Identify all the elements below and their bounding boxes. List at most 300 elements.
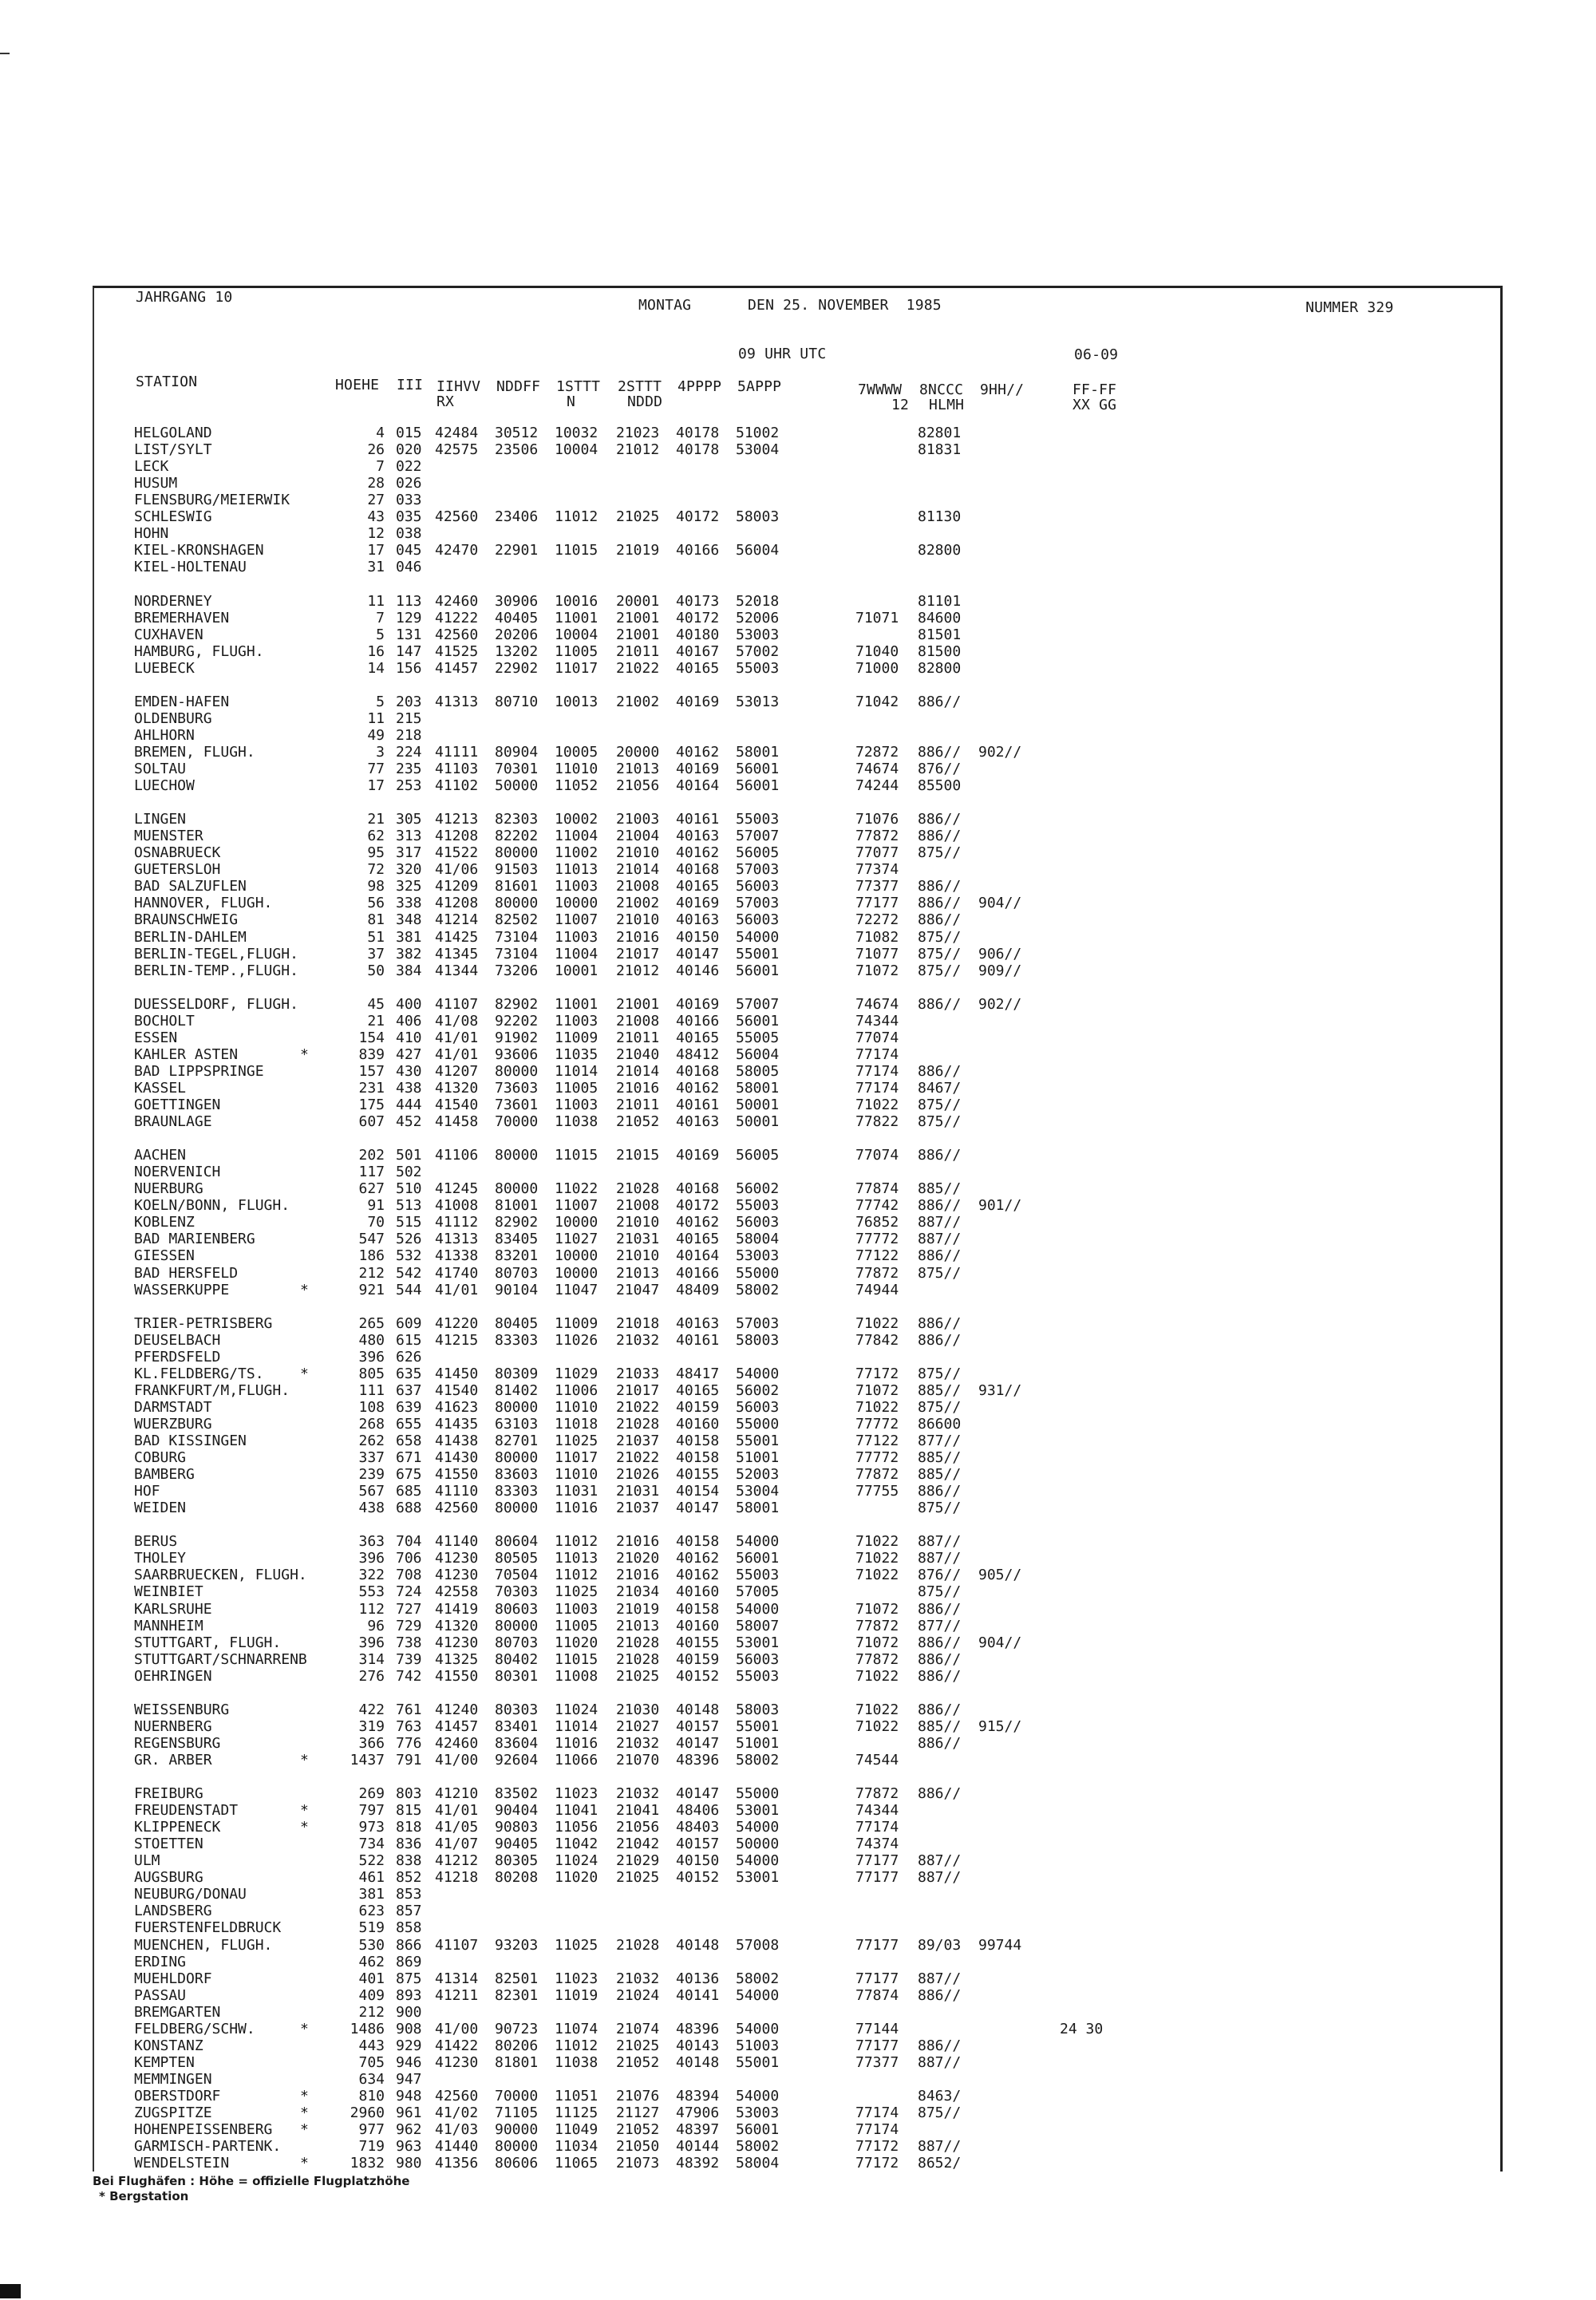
nddff-value: 22901 [495, 542, 539, 559]
table-row [0, 610, 1596, 626]
pppp4-value: 48396 [676, 2020, 720, 2037]
appp5-value: 56001 [736, 761, 780, 777]
nccc8-value: 875// [918, 1113, 962, 1131]
wwww7-value: 77874 [855, 1180, 899, 1198]
wwww7-value: 74674 [855, 761, 899, 777]
pppp4-value: 40148 [676, 1936, 720, 1954]
wwww7-value: 77742 [855, 1197, 899, 1215]
sttt1-value: 11015 [555, 1147, 598, 1164]
nccc8-value: 81831 [918, 441, 962, 459]
nddff-value: 80604 [495, 1533, 539, 1551]
iii-value: 320 [396, 861, 422, 879]
wwww7-value: 77177 [855, 1852, 899, 1870]
nccc8-value: 885// [918, 1466, 962, 1484]
iihvv-value: 41425 [435, 928, 479, 946]
appp5-value: 56003 [736, 911, 780, 929]
nccc8-value: 8467/ [918, 1079, 962, 1097]
nddff-value: 82701 [495, 1433, 539, 1449]
table-row [0, 946, 1596, 962]
station-name: BREMEN, FLUGH. [134, 743, 255, 761]
nddff-value: 82902 [495, 995, 539, 1013]
nddff-value: 80309 [495, 1365, 539, 1382]
pppp4-value: 40155 [676, 1466, 720, 1484]
hoehe-value: 4 [376, 425, 385, 441]
appp5-value: 54000 [736, 1852, 780, 1870]
nddff-value: 91503 [495, 861, 539, 879]
col-nddff: NDDFF [496, 378, 541, 395]
nddff-value: 90104 [495, 1281, 539, 1298]
table-row [0, 1113, 1596, 1130]
sttt2-value: 21008 [616, 1197, 660, 1215]
hoehe-value: 977 [358, 2121, 385, 2139]
table-row [0, 1382, 1596, 1399]
pppp4-value: 40178 [676, 425, 720, 441]
hoehe-value: 705 [358, 2053, 385, 2071]
nddff-value: 13202 [495, 642, 539, 660]
nddff-value: 83303 [495, 1331, 539, 1349]
sttt1-value: 11009 [555, 1029, 598, 1046]
sttt2-value: 21019 [616, 542, 660, 559]
table-row [0, 1349, 1596, 1365]
iii-value: 147 [396, 642, 422, 660]
time-range-label: 06-09 [1074, 346, 1119, 363]
iii-value: 253 [396, 777, 422, 795]
wwww7-value: 77872 [855, 828, 899, 845]
hoehe-value: 623 [358, 1903, 385, 1920]
station-name: ULM [134, 1852, 160, 1870]
nccc8-value: 875// [918, 2104, 962, 2121]
hoehe-value: 231 [358, 1079, 385, 1097]
appp5-value: 54000 [736, 1365, 780, 1382]
station-name: HOHENPEISSENBERG [134, 2121, 273, 2139]
appp5-value: 55003 [736, 1567, 780, 1584]
iihvv-value: 41110 [435, 1483, 479, 1500]
hoehe-value: 51 [367, 928, 385, 946]
sttt1-value: 10004 [555, 626, 598, 643]
jahrgang-label: JAHRGANG 10 [136, 289, 233, 306]
iii-value: 706 [396, 1550, 422, 1567]
appp5-value: 58001 [736, 1079, 780, 1097]
appp5-value: 58002 [736, 1281, 780, 1298]
wwww7-value: 77174 [855, 1079, 899, 1097]
sttt1-value: 11020 [555, 1634, 598, 1651]
table-row [0, 1063, 1596, 1080]
iii-value: 685 [396, 1483, 422, 1500]
sttt1-value: 11025 [555, 1433, 598, 1449]
sttt2-value: 21050 [616, 2138, 660, 2156]
table-row [0, 1668, 1596, 1685]
pppp4-value: 40169 [676, 995, 720, 1013]
pppp4-value: 40158 [676, 1433, 720, 1449]
ff-value: 24 30 [1060, 2020, 1104, 2037]
wwww7-value: 77842 [855, 1331, 899, 1349]
iii-value: 655 [396, 1415, 422, 1433]
appp5-value: 56001 [736, 1012, 780, 1029]
nccc8-value: 8463/ [918, 2087, 962, 2104]
iihvv-value: 41320 [435, 1079, 479, 1097]
station-name: SCHLESWIG [134, 508, 212, 526]
sttt1-value: 11017 [555, 1449, 598, 1467]
nddff-value: 90000 [495, 2121, 539, 2139]
station-name: LUEBECK [134, 659, 195, 677]
iii-value: 704 [396, 1533, 422, 1551]
table-row [0, 727, 1596, 744]
sttt1-value: 11016 [555, 1500, 598, 1517]
day-label: MONTAG [638, 297, 692, 314]
iihvv-value: 41430 [435, 1449, 479, 1467]
footnote-mountain: * Bergstation [99, 2189, 189, 2203]
table-row [0, 1718, 1596, 1735]
wwww7-value: 74544 [855, 1751, 899, 1768]
wwww7-value: 71042 [855, 693, 899, 710]
nddff-value: 82303 [495, 811, 539, 828]
hoehe-value: 96 [367, 1617, 385, 1634]
nddff-value: 80000 [495, 844, 539, 862]
sttt1-value: 11003 [555, 1012, 598, 1029]
hoehe-value: 49 [367, 726, 385, 744]
col-2sttt: 2STTT [618, 378, 662, 395]
nddff-value: 73104 [495, 928, 539, 946]
sttt1-value: 11023 [555, 1970, 598, 1987]
wwww7-value: 71022 [855, 1314, 899, 1332]
table-row [0, 1735, 1596, 1752]
nccc8-value: 886// [918, 1701, 962, 1718]
iii-value: 515 [396, 1214, 422, 1231]
appp5-value: 58002 [736, 2138, 780, 2156]
wwww7-value: 77377 [855, 878, 899, 895]
table-row [0, 626, 1596, 643]
appp5-value: 58003 [736, 1701, 780, 1718]
sttt2-value: 21011 [616, 1029, 660, 1046]
sttt1-value: 11031 [555, 1483, 598, 1500]
sttt2-value: 21025 [616, 508, 660, 526]
sttt1-value: 11012 [555, 508, 598, 526]
iii-value: 948 [396, 2087, 422, 2104]
col-8nccc: 8NCCC [919, 381, 964, 398]
wwww7-value: 77122 [855, 1247, 899, 1265]
iii-value: 946 [396, 2053, 422, 2071]
nddff-value: 70000 [495, 1113, 539, 1131]
iihvv-value: 41550 [435, 1667, 479, 1685]
nccc8-value: 82800 [918, 659, 962, 677]
pppp4-value: 48409 [676, 1281, 720, 1298]
sttt1-value: 10001 [555, 962, 598, 979]
station-name: LUECHOW [134, 777, 195, 795]
sttt2-value: 21028 [616, 1936, 660, 1954]
sttt1-value: 11026 [555, 1331, 598, 1349]
wwww7-value: 71000 [855, 659, 899, 677]
table-row [0, 1601, 1596, 1618]
sttt1-value: 11007 [555, 911, 598, 929]
hoehe-value: 70 [367, 1214, 385, 1231]
sttt2-value: 21001 [616, 626, 660, 643]
nccc8-value: 81501 [918, 626, 962, 643]
pppp4-value: 40160 [676, 1583, 720, 1601]
wwww7-value: 71022 [855, 1717, 899, 1735]
nccc8-value: 887// [918, 1852, 962, 1870]
iii-value: 406 [396, 1012, 422, 1029]
station-name: FUERSTENFELDBRUCK [134, 1919, 282, 1937]
sttt2-value: 21042 [616, 1836, 660, 1853]
wwww7-value: 71082 [855, 928, 899, 946]
sttt2-value: 21016 [616, 1079, 660, 1097]
hoehe-value: 21 [367, 1012, 385, 1029]
sttt2-value: 21008 [616, 1012, 660, 1029]
nddff-value: 90803 [495, 1819, 539, 1836]
iihvv-value: 41540 [435, 1381, 479, 1399]
iii-value: 381 [396, 928, 422, 946]
hoehe-value: 43 [367, 508, 385, 526]
pppp4-value: 48397 [676, 2121, 720, 2139]
table-row [0, 1046, 1596, 1063]
sttt2-value: 21056 [616, 777, 660, 795]
wwww7-value: 72272 [855, 911, 899, 929]
nccc8-value: 887// [918, 1214, 962, 1231]
wwww7-value: 72872 [855, 743, 899, 761]
nddff-value: 90405 [495, 1836, 539, 1853]
iihvv-value: 41623 [435, 1398, 479, 1416]
sttt2-value: 21013 [616, 1617, 660, 1634]
table-row [0, 1265, 1596, 1282]
appp5-value: 58003 [736, 1331, 780, 1349]
station-name: COBURG [134, 1449, 187, 1467]
sttt1-value: 10000 [555, 895, 598, 912]
sttt1-value: 11001 [555, 995, 598, 1013]
table-row [0, 2104, 1596, 2121]
sttt2-value: 21052 [616, 1113, 660, 1131]
iihvv-value: 42560 [435, 508, 479, 526]
iii-value: 129 [396, 609, 422, 626]
sttt2-value: 20000 [616, 743, 660, 761]
time-label: 09 UHR UTC [738, 346, 827, 362]
station-name: BRAUNLAGE [134, 1113, 212, 1131]
hoehe-value: 1832 [350, 2155, 385, 2172]
hoehe-value: 202 [358, 1147, 385, 1164]
nddff-value: 80301 [495, 1667, 539, 1685]
iihvv-value: 41218 [435, 1869, 479, 1887]
col-iihvv-sub: RX [437, 393, 455, 410]
station-name: MUEHLDORF [134, 1970, 212, 1987]
sttt1-value: 11017 [555, 659, 598, 677]
sttt1-value: 11004 [555, 828, 598, 845]
station-name: KONSTANZ [134, 2037, 203, 2054]
sttt2-value: 21028 [616, 1415, 660, 1433]
iii-value: 869 [396, 1953, 422, 1970]
wwww7-value: 77755 [855, 1483, 899, 1500]
hoehe-value: 3 [376, 743, 385, 761]
sttt1-value: 11027 [555, 1231, 598, 1248]
nccc8-value: 887// [918, 1970, 962, 1987]
mountain-marker: * [300, 1365, 309, 1382]
sttt2-value: 21001 [616, 995, 660, 1013]
nccc8-value: 875// [918, 1583, 962, 1601]
table-row [0, 1987, 1596, 2004]
iihvv-value: 41/00 [435, 1751, 479, 1768]
sttt2-value: 21023 [616, 425, 660, 441]
sttt2-value: 21022 [616, 1398, 660, 1416]
wwww7-value: 77772 [855, 1415, 899, 1433]
wwww7-value: 77872 [855, 1785, 899, 1803]
station-name: HAMBURG, FLUGH. [134, 642, 264, 660]
hoehe-value: 28 [367, 475, 385, 492]
sttt1-value: 11003 [555, 1097, 598, 1113]
iii-value: 382 [396, 945, 422, 962]
mountain-marker: * [300, 1751, 309, 1768]
station-name: HOF [134, 1483, 160, 1500]
hoehe-value: 480 [358, 1331, 385, 1349]
sttt2-value: 21017 [616, 1381, 660, 1399]
sttt2-value: 21026 [616, 1466, 660, 1484]
hoehe-value: 530 [358, 1936, 385, 1954]
pppp4-value: 40163 [676, 911, 720, 929]
hh9-value: 99744 [978, 1936, 1022, 1954]
table-row [0, 425, 1596, 441]
hoehe-value: 111 [358, 1381, 385, 1399]
appp5-value: 57003 [736, 895, 780, 912]
appp5-value: 53003 [736, 1247, 780, 1265]
sttt2-value: 21015 [616, 1147, 660, 1164]
iihvv-value: 41220 [435, 1314, 479, 1332]
nccc8-value: 81101 [918, 592, 962, 610]
col-9hh: 9HH// [980, 381, 1025, 398]
sttt2-value: 21033 [616, 1365, 660, 1382]
iii-value: 639 [396, 1398, 422, 1416]
hoehe-value: 117 [358, 1164, 385, 1181]
hh9-value: 904// [978, 1634, 1022, 1651]
iii-value: 708 [396, 1567, 422, 1584]
pppp4-value: 40163 [676, 828, 720, 845]
table-row [0, 643, 1596, 660]
station-name: BOCHOLT [134, 1012, 195, 1029]
pppp4-value: 40165 [676, 1381, 720, 1399]
nccc8-value: 886// [918, 1667, 962, 1685]
wwww7-value: 71022 [855, 1567, 899, 1584]
wwww7-value: 71022 [855, 1667, 899, 1685]
pppp4-value: 40165 [676, 878, 720, 895]
pppp4-value: 40178 [676, 441, 720, 459]
sttt2-value: 21002 [616, 693, 660, 710]
nccc8-value: 887// [918, 2053, 962, 2071]
iihvv-value: 41/03 [435, 2121, 479, 2139]
pppp4-value: 40165 [676, 1029, 720, 1046]
appp5-value: 54000 [736, 2020, 780, 2037]
wwww7-value: 71022 [855, 1097, 899, 1113]
wwww7-value: 74674 [855, 995, 899, 1013]
nddff-value: 81001 [495, 1197, 539, 1215]
wwww7-value: 77172 [855, 2138, 899, 2156]
appp5-value: 50001 [736, 1113, 780, 1131]
wwww7-value: 77872 [855, 1617, 899, 1634]
pppp4-value: 40168 [676, 1062, 720, 1080]
appp5-value: 56004 [736, 542, 780, 559]
appp5-value: 51003 [736, 2037, 780, 2054]
wwww7-value: 76852 [855, 1214, 899, 1231]
station-name: NUERNBERG [134, 1717, 212, 1735]
pppp4-value: 40160 [676, 1617, 720, 1634]
pppp4-value: 48417 [676, 1365, 720, 1382]
station-name: HANNOVER, FLUGH. [134, 895, 273, 912]
station-name: MANNHEIM [134, 1617, 203, 1634]
appp5-value: 55005 [736, 1029, 780, 1046]
station-name: KIEL-HOLTENAU [134, 559, 247, 576]
hoehe-value: 186 [358, 1247, 385, 1265]
table-row [0, 1752, 1596, 1768]
station-name: ESSEN [134, 1029, 178, 1046]
nccc8-value: 886// [918, 1634, 962, 1651]
sttt1-value: 11002 [555, 844, 598, 862]
iihvv-value: 41112 [435, 1214, 479, 1231]
nddff-value: 82301 [495, 1986, 539, 2004]
hoehe-value: 77 [367, 761, 385, 777]
nccc8-value: 81500 [918, 642, 962, 660]
sttt2-value: 21025 [616, 2037, 660, 2054]
pppp4-value: 40166 [676, 1012, 720, 1029]
sttt2-value: 21016 [616, 1533, 660, 1551]
sttt1-value: 11038 [555, 2053, 598, 2071]
sttt2-value: 21031 [616, 1231, 660, 1248]
sttt2-value: 21014 [616, 861, 660, 879]
appp5-value: 56001 [736, 2121, 780, 2139]
iihvv-value: 41140 [435, 1533, 479, 1551]
sttt1-value: 11009 [555, 1314, 598, 1332]
iihvv-value: 42558 [435, 1583, 479, 1601]
nddff-value: 80402 [495, 1650, 539, 1668]
sttt1-value: 11015 [555, 542, 598, 559]
station-name: MEMMINGEN [134, 2070, 212, 2088]
iii-value: 325 [396, 878, 422, 895]
table-row [0, 2037, 1596, 2054]
pppp4-value: 40141 [676, 1986, 720, 2004]
iii-value: 427 [396, 1045, 422, 1063]
hoehe-value: 522 [358, 1852, 385, 1870]
sttt2-value: 21032 [616, 1331, 660, 1349]
appp5-value: 55001 [736, 2053, 780, 2071]
nddff-value: 73206 [495, 962, 539, 979]
pppp4-value: 47906 [676, 2104, 720, 2121]
table-row [0, 1013, 1596, 1029]
iihvv-value: 41207 [435, 1062, 479, 1080]
hoehe-value: 734 [358, 1836, 385, 1853]
pppp4-value: 40163 [676, 1113, 720, 1131]
hoehe-value: 810 [358, 2087, 385, 2104]
hh9-value: 915// [978, 1717, 1022, 1735]
sttt2-value: 21008 [616, 878, 660, 895]
nccc8-value: 875// [918, 1097, 962, 1113]
iii-value: 929 [396, 2037, 422, 2054]
mountain-marker: * [300, 2155, 309, 2172]
table-row [0, 593, 1596, 610]
wwww7-value: 77872 [855, 1466, 899, 1484]
table-row [0, 694, 1596, 710]
iii-value: 452 [396, 1113, 422, 1131]
sttt1-value: 11023 [555, 1785, 598, 1803]
iii-value: 739 [396, 1650, 422, 1668]
iihvv-value: 41338 [435, 1247, 479, 1265]
nccc8-value: 885// [918, 1449, 962, 1467]
station-name: HELGOLAND [134, 425, 212, 441]
iii-value: 544 [396, 1281, 422, 1298]
pppp4-value: 40162 [676, 1567, 720, 1584]
appp5-value: 53004 [736, 441, 780, 459]
nccc8-value: 886// [918, 1147, 962, 1164]
table-row [0, 744, 1596, 761]
sttt2-value: 21013 [616, 761, 660, 777]
iii-value: 947 [396, 2070, 422, 2088]
mountain-marker: * [300, 1281, 309, 1298]
nddff-value: 80000 [495, 1617, 539, 1634]
appp5-value: 56005 [736, 844, 780, 862]
sttt1-value: 11041 [555, 1802, 598, 1820]
